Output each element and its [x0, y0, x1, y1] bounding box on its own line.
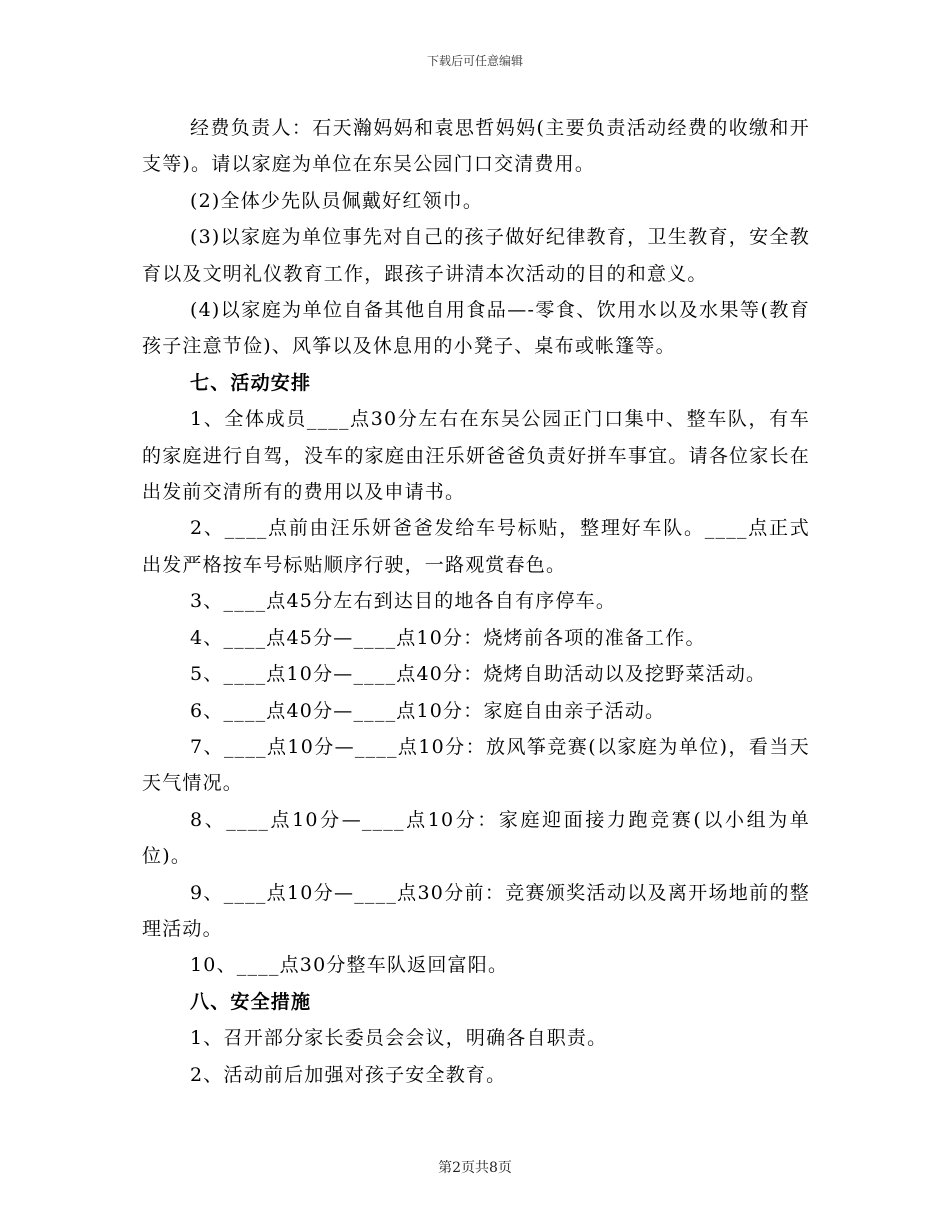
section-heading: 八、安全措施: [190, 990, 312, 1013]
paragraph: 2、活动前后加强对孩子安全教育。: [190, 1063, 507, 1086]
paragraph: 1、全体成员____点30分左右在东吴公园正门口集中、整车队，有车的家庭进行自驾，没车的家庭由汪乐妍爸爸负责好拼车事宜。请各位家长在出发前交清所有的费用以及申请书。: [142, 408, 810, 504]
document-body: [142, 110, 810, 1093]
paragraph: 5、____点10分—____点40分：烧烤自助活动以及挖野菜活动。: [190, 663, 767, 686]
paragraph: 4、____点45分—____点10分：烧烤前各项的准备工作。: [190, 626, 706, 649]
page-header: 下载后可任意编辑: [426, 54, 523, 68]
paragraph: 7、____点10分—____点10分：放风筝竞赛(以家庭为单位)，看当天天气情况。: [142, 735, 810, 795]
paragraph: 9、____点10分—____点30分前：竞赛颁奖活动以及离开场地前的整理活动。: [142, 881, 810, 940]
paragraph: 6、____点40分—____点10分：家庭自由亲子活动。: [190, 699, 666, 722]
paragraph: 2、____点前由汪乐妍爸爸发给车号标贴，整理好车队。____点正式出发严格按车号标贴顺序行驶，一路观赏春色。: [142, 517, 810, 576]
paragraph: 3、____点45分左右到达目的地各自有序停车。: [190, 590, 617, 613]
paragraph: 10、____点30分整车队返回富阳。: [190, 954, 509, 977]
paragraph: 1、召开部分家长委员会会议，明确各自职责。: [190, 1027, 608, 1050]
section-heading: 七、活动安排: [190, 371, 312, 394]
paragraph: (4)以家庭为单位自备其他自用食品—-零食、饮用水以及水果等(教育孩子注意节俭)、风筝以及休息用的小凳子、桌布或帐篷等。: [142, 299, 810, 358]
paragraph: 8、____点10分—____点10分：家庭迎面接力跑竞赛(以小组为单位)。: [142, 808, 810, 868]
paragraph: 经费负责人：石天瀚妈妈和袁思哲妈妈(主要负责活动经费的收缴和开支等)。请以家庭为单位在东吴公园门口交清费用。: [142, 117, 810, 176]
page-footer: 第2页共8页: [438, 1160, 512, 1176]
paragraph: (2)全体少先队员佩戴好红领巾。: [190, 189, 484, 212]
paragraph: (3)以家庭为单位事先对自己的孩子做好纪律教育，卫生教育，安全教育以及文明礼仪教育工作，跟孩子讲清本次活动的目的和意义。: [142, 226, 810, 285]
